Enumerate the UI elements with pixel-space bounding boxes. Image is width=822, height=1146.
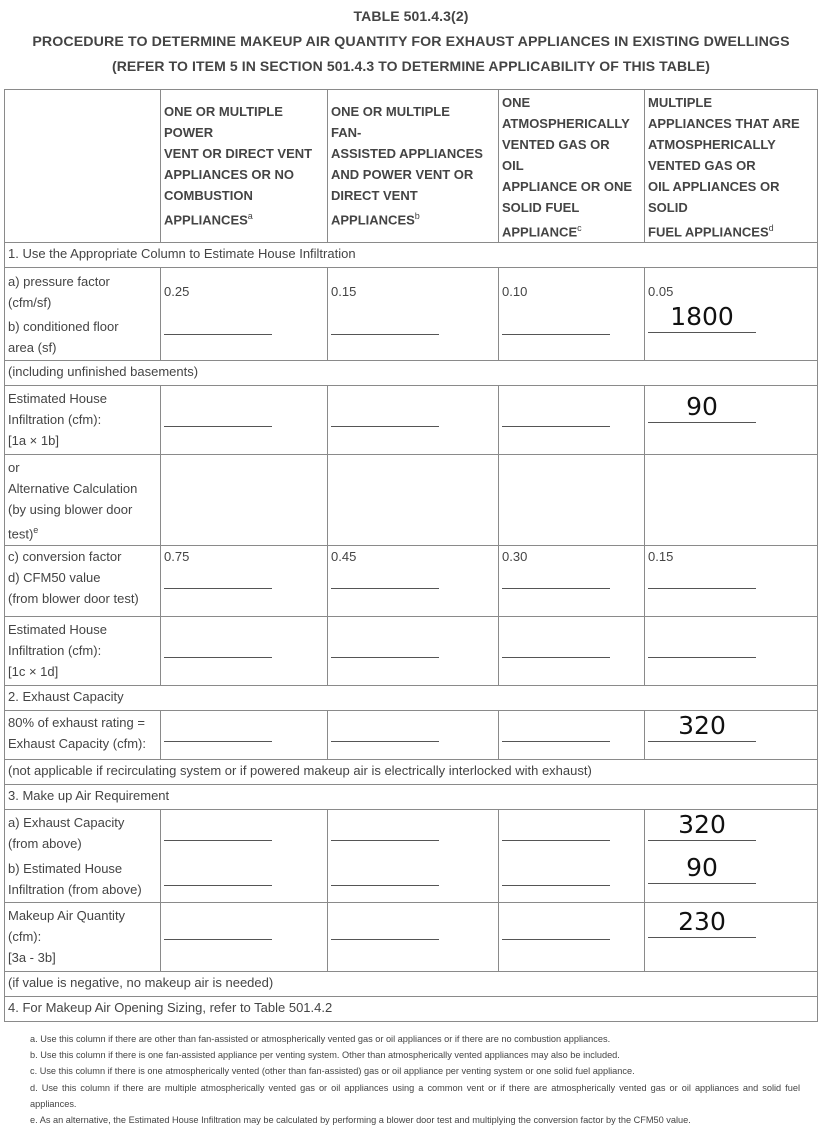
table-row [5, 268, 818, 361]
table-cell [161, 809, 328, 902]
table-cell [645, 386, 818, 455]
section-2-heading: 2. Exhaust Capacity [5, 685, 818, 710]
header-col-one-atmospheric: ONE ATMOSPHERICALLY VENTED GAS OR OIL APPLIANCE OR ONE SOLID FUEL APPLIANCE$^c$ [499, 90, 645, 243]
table-row [5, 710, 818, 759]
note-row: (if value is negative, no makeup air is needed) [5, 971, 818, 996]
table-number: TABLE 501.4.3(2) [353, 8, 469, 24]
table-cell: 0.45 [328, 545, 499, 616]
input-blank[interactable] [164, 426, 272, 427]
floor-area-blank[interactable] [164, 334, 272, 335]
footnote: c. Use this column if there is one atmospherically vented (other than fan-assisted) gas or oil appliance per venting system or one solid fuel appliance. [30, 1066, 635, 1077]
handwritten-value: 320 [678, 710, 726, 740]
table-cell [161, 386, 328, 455]
header-col-power-vent: ONE OR MULTIPLE POWER VENT OR DIRECT VENT APPLIANCES OR NO COMBUSTION APPLIANCES$^a$ [161, 90, 328, 243]
cfm50-blank[interactable] [164, 588, 272, 589]
table-cell [499, 455, 645, 545]
table-cell [645, 455, 818, 545]
estimated-infiltration-label: Estimated House Infiltration (cfm): [1a × 1b] [5, 386, 161, 455]
table-cell: 0.10 [499, 268, 645, 361]
table-cell [161, 902, 328, 971]
input-blank[interactable] [164, 657, 272, 658]
conversion-factor-label: c) conversion factor d) CFM50 value (from blower door test) [5, 545, 161, 616]
input-blank[interactable] [164, 840, 272, 841]
input-blank[interactable] [648, 422, 756, 423]
table-cell [328, 809, 499, 902]
table-cell: 0.15 [645, 545, 818, 616]
table-cell [328, 386, 499, 455]
input-blank[interactable] [331, 657, 439, 658]
table-cell: 0.75 [161, 545, 328, 616]
table-row [5, 386, 818, 455]
table-row [5, 616, 818, 685]
table-row [5, 809, 818, 902]
handwritten-value: 1800 [670, 302, 734, 332]
table-cell [499, 710, 645, 759]
header-col-fan-assisted: ONE OR MULTIPLE FAN- ASSISTED APPLIANCES AND POWER VENT OR DIRECT VENT APPLIANCES$^b$ [328, 90, 499, 243]
input-blank[interactable] [502, 840, 610, 841]
input-blank[interactable] [331, 426, 439, 427]
table-cell: 0.25 [161, 268, 328, 361]
makeup-air-table [4, 89, 818, 1022]
input-blank[interactable] [502, 741, 610, 742]
note-row: (not applicable if recirculating system or if powered makeup air is electrically interlocked with exhaust) [5, 759, 818, 784]
input-blank[interactable] [502, 885, 610, 886]
table-cell: 0.30 [499, 545, 645, 616]
exhaust-capacity-label: 80% of exhaust rating = Exhaust Capacity (cfm): [5, 710, 161, 759]
cfm50-blank[interactable] [648, 588, 756, 589]
section-3-heading: 3. Make up Air Requirement [5, 784, 818, 809]
table-row [5, 759, 818, 784]
input-blank[interactable] [648, 883, 756, 884]
input-blank[interactable] [502, 939, 610, 940]
header-col-multiple-atmospheric: MULTIPLE APPLIANCES THAT ARE ATMOSPHERICALLY VENTED GAS OR OIL APPLIANCES OR SOLID FUEL APPLIANCES$^d$ [645, 90, 818, 243]
footnotes [30, 1031, 800, 1128]
footnote: a. Use this column if there are other than fan-assisted or atmospherically vented gas or oil appliances or if there are no combustion appliances. [30, 1034, 611, 1044]
table-cell [499, 616, 645, 685]
handwritten-value: 90 [686, 852, 718, 882]
table-cell [328, 902, 499, 971]
table-cell [161, 710, 328, 759]
header-row [5, 90, 818, 243]
table-row [5, 971, 818, 996]
table-row [5, 455, 818, 545]
table-cell [161, 616, 328, 685]
input-blank[interactable] [648, 840, 756, 841]
alternative-calculation-label: or Alternative Calculation (by using blower door test)$^e$ [5, 455, 161, 545]
section-row [5, 996, 818, 1021]
floor-area-blank[interactable] [648, 332, 756, 333]
table-cell [645, 710, 818, 759]
cfm50-blank[interactable] [502, 588, 610, 589]
table-title: PROCEDURE TO DETERMINE MAKEUP AIR QUANTITY FOR EXHAUST APPLIANCES IN EXISTING DWELLINGS [32, 34, 790, 50]
input-blank[interactable] [648, 937, 756, 938]
input-blank[interactable] [648, 741, 756, 742]
input-blank[interactable] [164, 885, 272, 886]
table-cell [645, 809, 818, 902]
makeup-air-quantity-label: Makeup Air Quantity (cfm): [3a - 3b] [5, 902, 161, 971]
table-subtitle: (REFER TO ITEM 5 IN SECTION 501.4.3 TO DETERMINE APPLICABILITY OF THIS TABLE) [111, 58, 711, 74]
cfm50-blank[interactable] [331, 588, 439, 589]
table-row [5, 361, 818, 386]
floor-area-blank[interactable] [502, 334, 610, 335]
input-blank[interactable] [164, 741, 272, 742]
table-cell: 0.15 [328, 268, 499, 361]
header-blank-cell [5, 90, 161, 243]
table-cell [499, 386, 645, 455]
section-row [5, 784, 818, 809]
footnote: d. Use this column if there are multiple atmospherically vented gas or oil appliances using a common vent or if there are atmospherically vented gas or oil appliances and solid fuel appliances. [30, 1082, 800, 1109]
section-4-heading: 4. For Makeup Air Opening Sizing, refer to Table 501.4.2 [5, 996, 818, 1021]
pressure-factor-label: a) pressure factor (cfm/sf) b) conditioned floor area (sf) [5, 268, 161, 361]
input-blank[interactable] [164, 939, 272, 940]
estimated-infiltration-label: Estimated House Infiltration (cfm): [1c × 1d] [5, 616, 161, 685]
table-cell [328, 616, 499, 685]
table-cell [499, 809, 645, 902]
section-1-heading: 1. Use the Appropriate Column to Estimate House Infiltration [5, 243, 818, 268]
input-blank[interactable] [331, 885, 439, 886]
table-cell [499, 902, 645, 971]
floor-area-blank[interactable] [331, 334, 439, 335]
footnote: b. Use this column if there is one fan-assisted appliance per venting system. Other than atmospherically vented appliances may also be included. [30, 1050, 620, 1061]
section-row [5, 243, 818, 268]
table-cell [645, 616, 818, 685]
handwritten-value: 230 [678, 906, 726, 936]
footnote: e. As an alternative, the Estimated House Infiltration may be calculated by performing a blower door test and multiplying the conversion factor by the CFM50 value. [30, 1115, 691, 1126]
table-cell [161, 455, 328, 545]
table-cell [645, 902, 818, 971]
handwritten-value: 320 [678, 809, 726, 839]
input-blank[interactable] [331, 840, 439, 841]
table-cell [328, 455, 499, 545]
input-blank[interactable] [331, 741, 439, 742]
input-blank[interactable] [502, 426, 610, 427]
table-cell [328, 710, 499, 759]
table-row [5, 902, 818, 971]
makeup-requirement-label: a) Exhaust Capacity (from above) b) Estimated House Infiltration (from above) [5, 809, 161, 902]
input-blank[interactable] [502, 657, 610, 658]
input-blank[interactable] [648, 657, 756, 658]
handwritten-value: 90 [686, 392, 718, 422]
table-row [5, 545, 818, 616]
note-row: (including unfinished basements) [5, 361, 818, 386]
table-cell: 0.05 1800 [645, 268, 818, 361]
input-blank[interactable] [331, 939, 439, 940]
section-row [5, 685, 818, 710]
